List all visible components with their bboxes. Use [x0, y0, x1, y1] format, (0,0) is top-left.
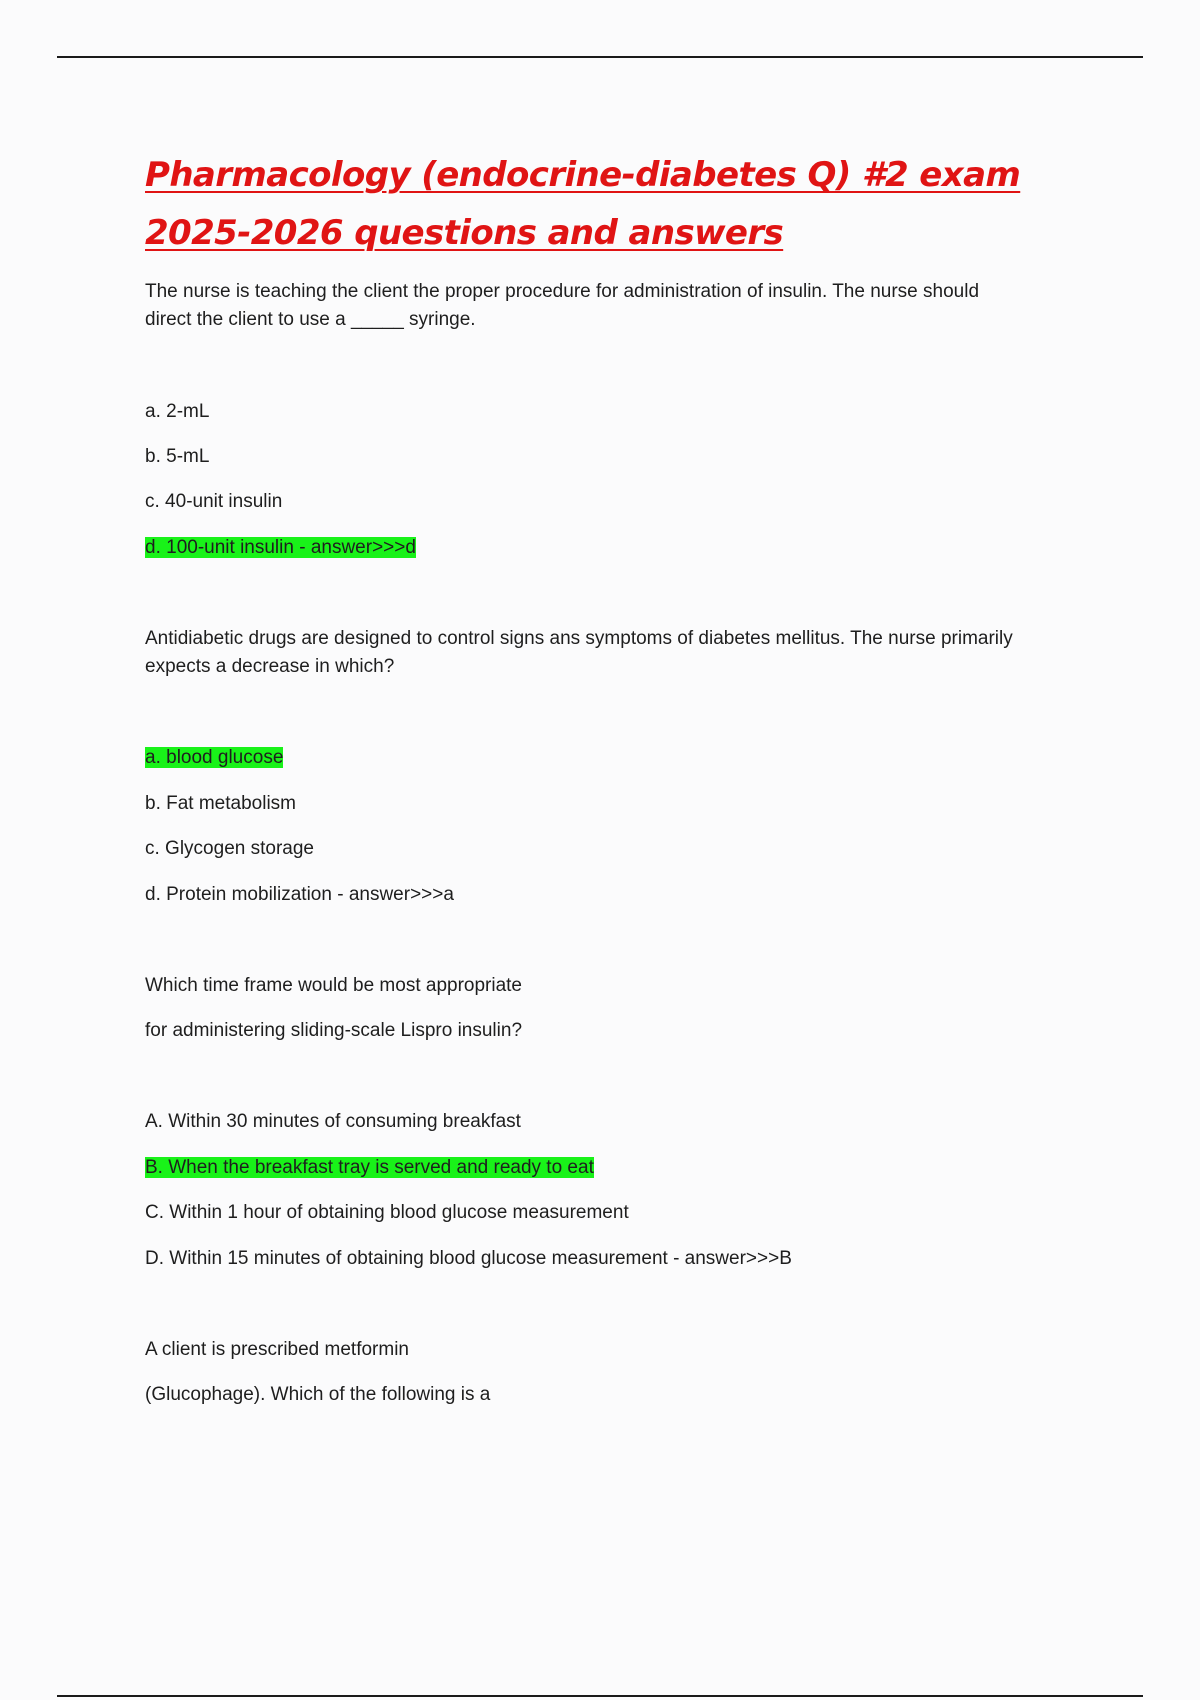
- document-title: [145, 146, 1105, 262]
- question-2-option-c: c. Glycogen storage: [145, 838, 314, 859]
- answer-highlight: a. blood glucose: [145, 747, 284, 768]
- question-4-stem-line-1: A client is prescribed metformin: [145, 1339, 409, 1360]
- title-line-1: Pharmacology (endocrine-diabetes Q) #2 exam: [145, 155, 1021, 195]
- question-1-option-d: [145, 536, 416, 560]
- question-2-stem-line-1: Antidiabetic drugs are designed to control signs ans symptoms of diabetes mellitus. The nurse primarily: [145, 628, 1013, 649]
- answer-highlight: B. When the breakfast tray is served and ready to eat: [145, 1157, 594, 1178]
- question-2-option-a: [145, 746, 283, 770]
- question-2-stem-line-2: expects a decrease in which?: [145, 656, 395, 677]
- question-2-option-b: b. Fat metabolism: [145, 793, 296, 814]
- title-line-2: 2025-2026 questions and answers: [145, 213, 784, 253]
- question-1-option-a: a. 2-mL: [145, 401, 210, 422]
- question-2-option-d: d. Protein mobilization - answer>>>a: [145, 884, 454, 905]
- bottom-rule: [57, 1695, 1143, 1697]
- question-1-option-b: b. 5-mL: [145, 446, 210, 467]
- top-rule: [57, 56, 1143, 58]
- question-3-option-a: A. Within 30 minutes of consuming breakfast: [145, 1111, 521, 1132]
- question-1-option-c: c. 40-unit insulin: [145, 491, 283, 512]
- document-header: [145, 146, 1105, 262]
- question-3-stem-line-1: Which time frame would be most appropriate: [145, 975, 522, 996]
- question-4-stem-line-2: (Glucophage). Which of the following is a: [145, 1384, 491, 1405]
- question-1-stem-line-1: The nurse is teaching the client the proper procedure for administration of insulin. The nurse should: [145, 281, 980, 302]
- question-3-stem-line-2: for administering sliding-scale Lispro insulin?: [145, 1020, 523, 1041]
- question-3-option-c: C. Within 1 hour of obtaining blood glucose measurement: [145, 1202, 629, 1223]
- question-1-stem-line-2: direct the client to use a _____ syringe.: [145, 309, 476, 330]
- question-3-option-b: [145, 1156, 594, 1180]
- question-3-option-d: D. Within 15 minutes of obtaining blood glucose measurement - answer>>>B: [145, 1248, 792, 1269]
- answer-highlight: d. 100-unit insulin - answer>>>d: [145, 537, 416, 558]
